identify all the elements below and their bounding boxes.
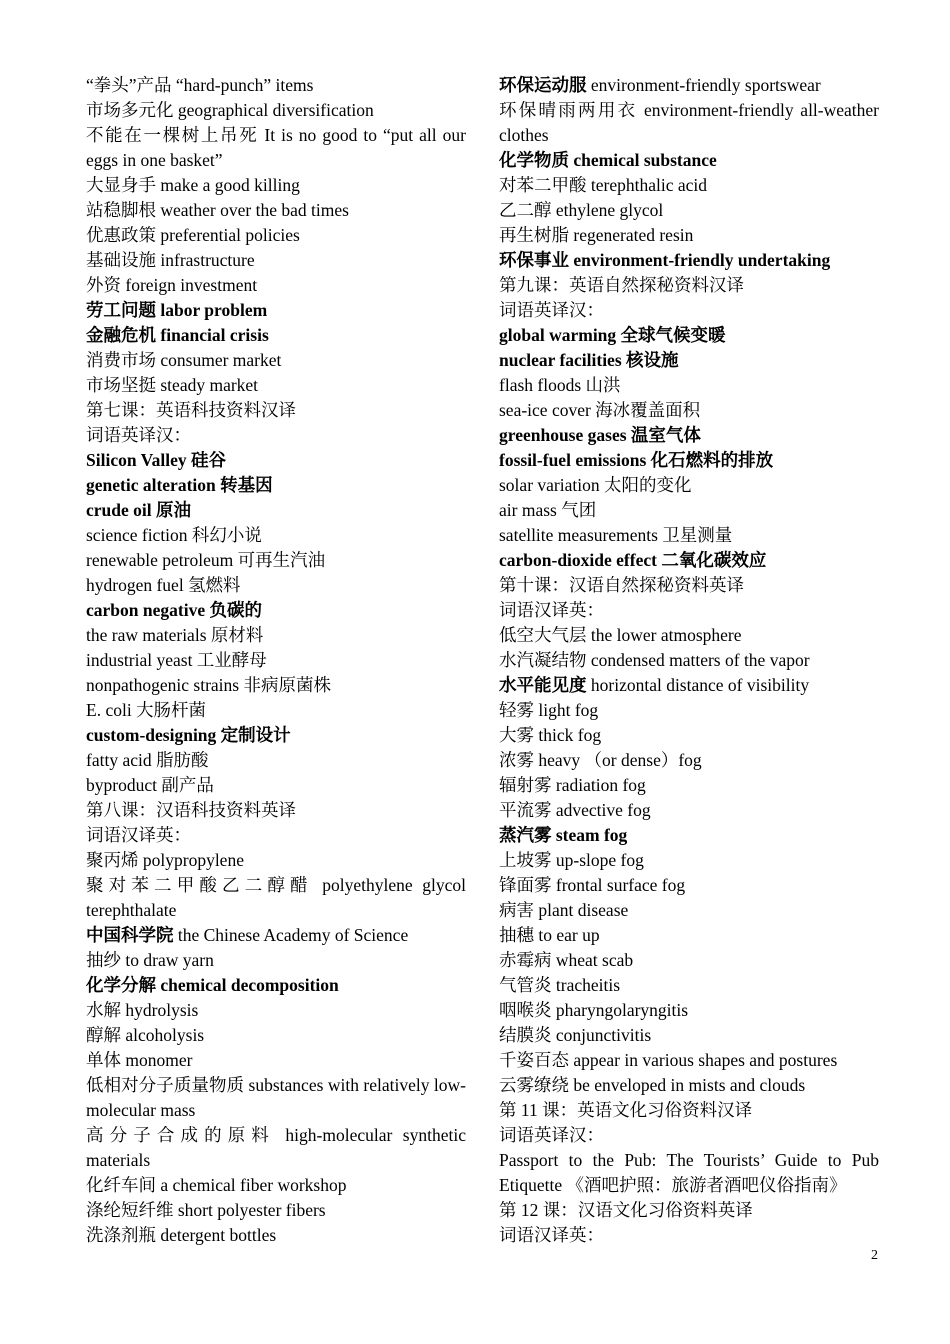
glossary-entry: genetic alteration 转基因: [86, 475, 273, 495]
glossary-entry: Passport to the Pub: The Tourists’ Guide to Pub Etiquette 《酒吧护照：旅游者酒吧仪俗指南》: [499, 1150, 879, 1195]
glossary-entry: 云雾缭绕 be enveloped in mists and clouds: [499, 1075, 806, 1095]
glossary-entry: 市场坚挺 steady market: [86, 375, 259, 395]
glossary-entry: 咽喉炎 pharyngolaryngitis: [499, 1000, 689, 1020]
glossary-entry: fatty acid 脂肪酸: [86, 750, 209, 770]
glossary-translation: the Chinese Academy of Science: [173, 925, 409, 945]
glossary-entry: 第十课：汉语自然探秘资料英译: [499, 575, 744, 595]
glossary-entry: 第八课：汉语科技资料英译: [86, 800, 296, 820]
glossary-entry: 洗涤剂瓶 detergent bottles: [86, 1225, 277, 1245]
glossary-entry: satellite measurements 卫星测量: [499, 525, 733, 545]
glossary-translation: environment-friendly sportswear: [586, 75, 821, 95]
glossary-entry: 涤纶短纤维 short polyester fibers: [86, 1200, 326, 1220]
glossary-entry: 高分子合成的原料 high-molecular synthetic materials: [86, 1125, 466, 1170]
glossary-entry: 词语汉译英：: [499, 1225, 604, 1245]
glossary-entry: nuclear facilities 核设施: [499, 350, 679, 370]
glossary-term: 中国科学院: [86, 925, 174, 945]
glossary-entry: 水汽凝结物 condensed matters of the vapor: [499, 650, 810, 670]
glossary-entry: 上坡雾 up-slope fog: [499, 850, 644, 870]
glossary-entry: 市场多元化 geographical diversification: [86, 100, 374, 120]
glossary-entry: science fiction 科幻小说: [86, 525, 262, 545]
glossary-entry: [499, 73, 879, 98]
glossary-entry: air mass 气团: [499, 500, 597, 520]
glossary-entry: 对苯二甲酸 terephthalic acid: [499, 175, 707, 195]
glossary-entry: 词语英译汉：: [499, 1125, 604, 1145]
glossary-term: 水平能见度: [499, 675, 587, 695]
glossary-entry: 平流雾 advective fog: [499, 800, 651, 820]
glossary-entry: 赤霉病 wheat scab: [499, 950, 634, 970]
glossary-entry: 浓雾 heavy （or dense）fog: [499, 750, 702, 770]
glossary-entry: 气管炎 tracheitis: [499, 975, 621, 995]
glossary-entry: 环保事业 environment-friendly undertaking: [499, 250, 831, 270]
glossary-entry: 大显身手 make a good killing: [86, 175, 300, 195]
glossary-entry: “拳头”产品 “hard-punch” items: [86, 75, 314, 95]
glossary-entry: 词语汉译英：: [86, 825, 191, 845]
right-column: [499, 73, 879, 1248]
glossary-entry: 第 12 课：汉语文化习俗资料英译: [499, 1200, 753, 1220]
glossary-entry: 醇解 alcoholysis: [86, 1025, 205, 1045]
glossary-entry: 低相对分子质量物质 substances with relatively low- molecular mass: [86, 1075, 466, 1120]
glossary-entry: solar variation 太阳的变化: [499, 475, 692, 495]
glossary-entry: byproduct 副产品: [86, 775, 214, 795]
glossary-entry: 抽穗 to ear up: [499, 925, 600, 945]
glossary-entry: 环保晴雨两用衣 environment-friendly all-weather clothes: [499, 100, 879, 145]
glossary-entry: 词语英译汉：: [499, 300, 604, 320]
glossary-entry: flash floods 山洪: [499, 375, 621, 395]
glossary-entry: 优惠政策 preferential policies: [86, 225, 300, 245]
glossary-entry: 水解 hydrolysis: [86, 1000, 199, 1020]
glossary-entry: sea-ice cover 海冰覆盖面积: [499, 400, 701, 420]
glossary-entry: 辐射雾 radiation fog: [499, 775, 646, 795]
glossary-entry: 金融危机 financial crisis: [86, 325, 269, 345]
glossary-entry: 第 11 课：英语文化习俗资料汉译: [499, 1100, 753, 1120]
glossary-entry: 消费市场 consumer market: [86, 350, 282, 370]
glossary-entry: E. coli 大肠杆菌: [86, 700, 207, 720]
glossary-entry: 单体 monomer: [86, 1050, 193, 1070]
glossary-entry: 劳工问题 labor problem: [86, 300, 268, 320]
glossary-entry: greenhouse gases 温室气体: [499, 425, 701, 445]
glossary-entry: custom-designing 定制设计: [86, 725, 291, 745]
glossary-entry: 基础设施 infrastructure: [86, 250, 255, 270]
glossary-entry: 再生树脂 regenerated resin: [499, 225, 694, 245]
glossary-entry: 低空大气层 the lower atmosphere: [499, 625, 742, 645]
glossary-entry: 第七课：英语科技资料汉译: [86, 400, 296, 420]
glossary-entry: 第九课：英语自然探秘资料汉译: [499, 275, 744, 295]
glossary-entry: 蒸汽雾 steam fog: [499, 825, 628, 845]
glossary-entry: 聚对苯二甲酸乙二醇醋 polyethylene glycol terephthalate: [86, 875, 466, 920]
glossary-entry: 词语汉译英：: [499, 600, 604, 620]
glossary-entry: 轻雾 light fog: [499, 700, 599, 720]
glossary-entry: industrial yeast 工业酵母: [86, 650, 267, 670]
glossary-entry: renewable petroleum 可再生汽油: [86, 550, 326, 570]
glossary-entry: hydrogen fuel 氢燃料: [86, 575, 241, 595]
glossary-entry: 千姿百态 appear in various shapes and postures: [499, 1050, 838, 1070]
glossary-entry: global warming 全球气候变暖: [499, 325, 726, 345]
glossary-entry: 化纤车间 a chemical fiber workshop: [86, 1175, 347, 1195]
glossary-term: 环保运动服: [499, 75, 587, 95]
glossary-entry: nonpathogenic strains 非病原菌株: [86, 675, 331, 695]
glossary-translation: horizontal distance of visibility: [586, 675, 810, 695]
glossary-entry: the raw materials 原材料: [86, 625, 264, 645]
glossary-entry: 词语英译汉：: [86, 425, 191, 445]
glossary-entry: Silicon Valley 硅谷: [86, 450, 227, 470]
glossary-entry: 聚丙烯 polypropylene: [86, 850, 244, 870]
glossary-entry: carbon-dioxide effect 二氧化碳效应: [499, 550, 767, 570]
glossary-entry: 乙二醇 ethylene glycol: [499, 200, 664, 220]
glossary-entry: 抽纱 to draw yarn: [86, 950, 214, 970]
glossary-entry: 锋面雾 frontal surface fog: [499, 875, 686, 895]
left-column: [86, 73, 466, 1248]
glossary-entry: 结膜炎 conjunctivitis: [499, 1025, 652, 1045]
glossary-entry: [86, 923, 466, 948]
glossary-entry: 大雾 thick fog: [499, 725, 602, 745]
glossary-entry: [499, 673, 879, 698]
glossary-entry: 站稳脚根 weather over the bad times: [86, 200, 349, 220]
glossary-entry: crude oil 原油: [86, 500, 191, 520]
glossary-entry: fossil-fuel emissions 化石燃料的排放: [499, 450, 774, 470]
glossary-entry: 化学分解 chemical decomposition: [86, 975, 339, 995]
glossary-entry: 化学物质 chemical substance: [499, 150, 717, 170]
glossary-entry: 不能在一棵树上吊死 It is no good to “put all our eggs in one basket”: [86, 125, 466, 170]
glossary-entry: carbon negative 负碳的: [86, 600, 262, 620]
glossary-entry: 病害 plant disease: [499, 900, 629, 920]
glossary-entry: 外资 foreign investment: [86, 275, 258, 295]
page-number: 2: [871, 1248, 878, 1263]
